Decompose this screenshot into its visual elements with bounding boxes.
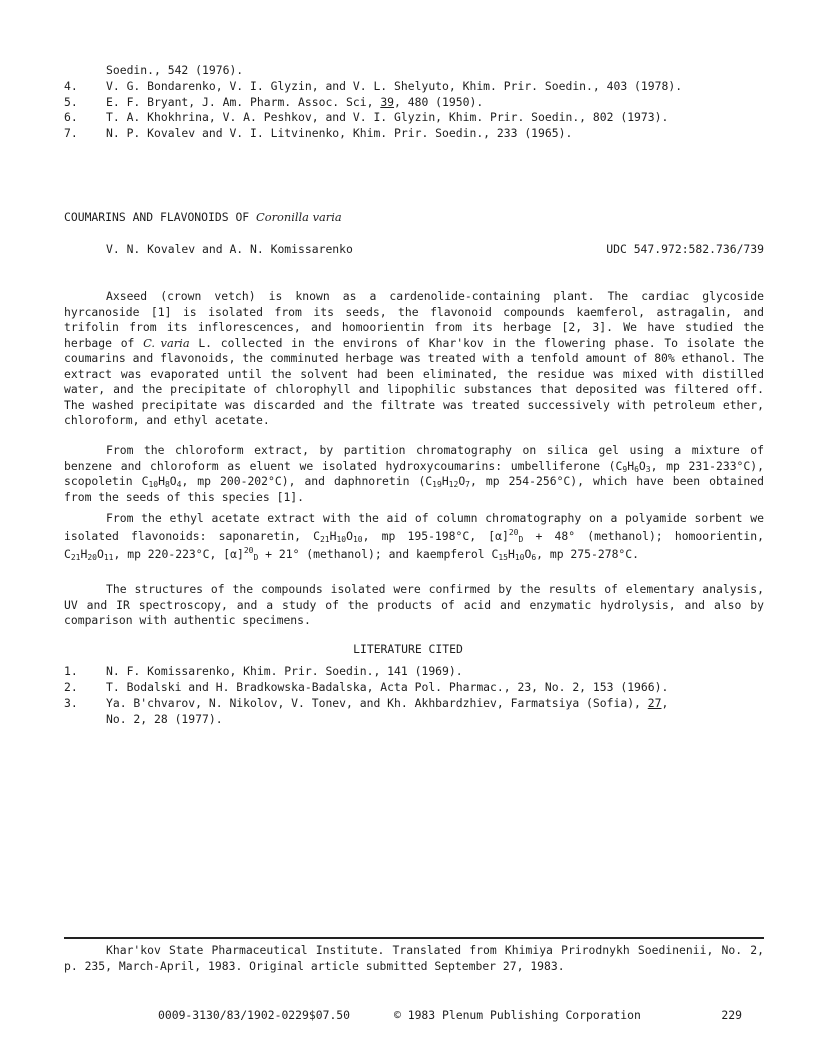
reference-item: 7. N. P. Kovalev and V. I. Litvinenko, Khim. Prir. Soedin., 233 (1965).: [64, 126, 573, 140]
literature-heading: LITERATURE CITED: [353, 642, 463, 656]
article-authors: V. N. Kovalev and A. N. Komissarenko: [106, 242, 353, 256]
reference-continuation: No. 2, 28 (1977).: [106, 712, 223, 726]
udc-code: UDC 547.972:582.736/739: [606, 242, 764, 256]
page-number: 229: [721, 1008, 742, 1022]
reference-item: 2. T. Bodalski and H. Bradkowska-Badalska, Acta Pol. Pharmac., 23, No. 2, 153 (1966).: [64, 680, 669, 694]
reference-item: 6. T. A. Khokhrina, V. A. Peshkov, and V. I. Glyzin, Khim. Prir. Soedin., 802 (1973).: [64, 110, 669, 124]
reference-item: 1. N. F. Komissarenko, Khim. Prir. Soedin., 141 (1969).: [64, 664, 463, 678]
article-title: COUMARINS AND FLAVONOIDS OF Coronilla varia: [64, 210, 342, 224]
copyright-notice: © 1983 Plenum Publishing Corporation: [394, 1008, 641, 1022]
footnote: Khar'kov State Pharmaceutical Institute. Translated from Khimiya Prirodnykh Soedinenii, No. 2, p. 235, March-April, 1983. Original article submitted September 27, 1983.: [64, 943, 764, 973]
footnote-rule: [64, 937, 764, 939]
body-paragraph-1: Axseed (crown vetch) is known as a cardenolide-containing plant. The cardiac glycoside hyrcanoside [1] is isolated from its seeds, the flavonoid compounds kaemferol, astragalin, and trifolin from its inflorescences, and homoorientin from its herbage [2, 3]. We have studied the herbage of C. varia L. collected in the environs of Khar'kov in the flowering phase. To isolate the coumarins and flavonoids, the comminuted herbage was treated with a tenfold amount of 80% ethanol. The extract was evaporated until the solvent had been eliminated, the residue was mixed with distilled water, and the precipitate of chlorophyll and lipophilic substances that deposited was filtered off. The washed precipitate was discarded and the filtrate was treated successively with petroleum ether, chloroform, and ethyl acetate.: [64, 289, 765, 427]
issn-code: 0009-3130/83/1902-0229$07.50: [158, 1008, 351, 1022]
body-paragraph-3: From the ethyl acetate extract with the aid of column chromatography on a polyamide sorbent we isolated flavonoids: saponaretin, $C_{21}H_{10}O_{10}$, mp 195-198°C, $[\alpha]^{20}_D + 48^\circ$ (methanol); homoorientin, $C_{21}H_{20}O_{11}$, mp 220-223°C, $[\alpha]^{20}_D + 21^\circ$ (methanol); and kaempferol $C_{15}H_{10}O_6$, mp 275-278°C.: [64, 511, 764, 562]
body-paragraph-4: The structures of the compounds isolated were confirmed by the results of elementary analysis, UV and IR spectroscopy, and a study of the products of acid and enzymatic hydrolysis, and also by comparison with authentic specimens.: [64, 582, 764, 627]
reference-item: 5. E. F. Bryant, J. Am. Pharm. Assoc. Sci, 39, 480 (1950).: [64, 95, 484, 109]
body-paragraph-2: From the chloroform extract, by partition chromatography on silica gel using a mixture of benzene and chloroform as eluent we isolated hydroxycoumarins: umbelliferone ($C_9H_6O_3$, mp 231-233°C), scopoletin $C_{10}H_8O_4$, mp 200-202°C), and daphnoretin ($C_{19}H_{12}O_7$, mp 254-256°C), which have been obtained from the seeds of this species [1].: [64, 443, 764, 504]
reference-item: 4. V. G. Bondarenko, V. I. Glyzin, and V. L. Shelyuto, Khim. Prir. Soedin., 403 (1978).: [64, 79, 683, 93]
reference-item: 3. Ya. B'chvarov, N. Nikolov, V. Tonev, and Kh. Akhbardzhiev, Farmatsiya (Sofia), 27,: [64, 696, 669, 710]
reference-continuation: Soedin., 542 (1976).: [106, 63, 244, 77]
